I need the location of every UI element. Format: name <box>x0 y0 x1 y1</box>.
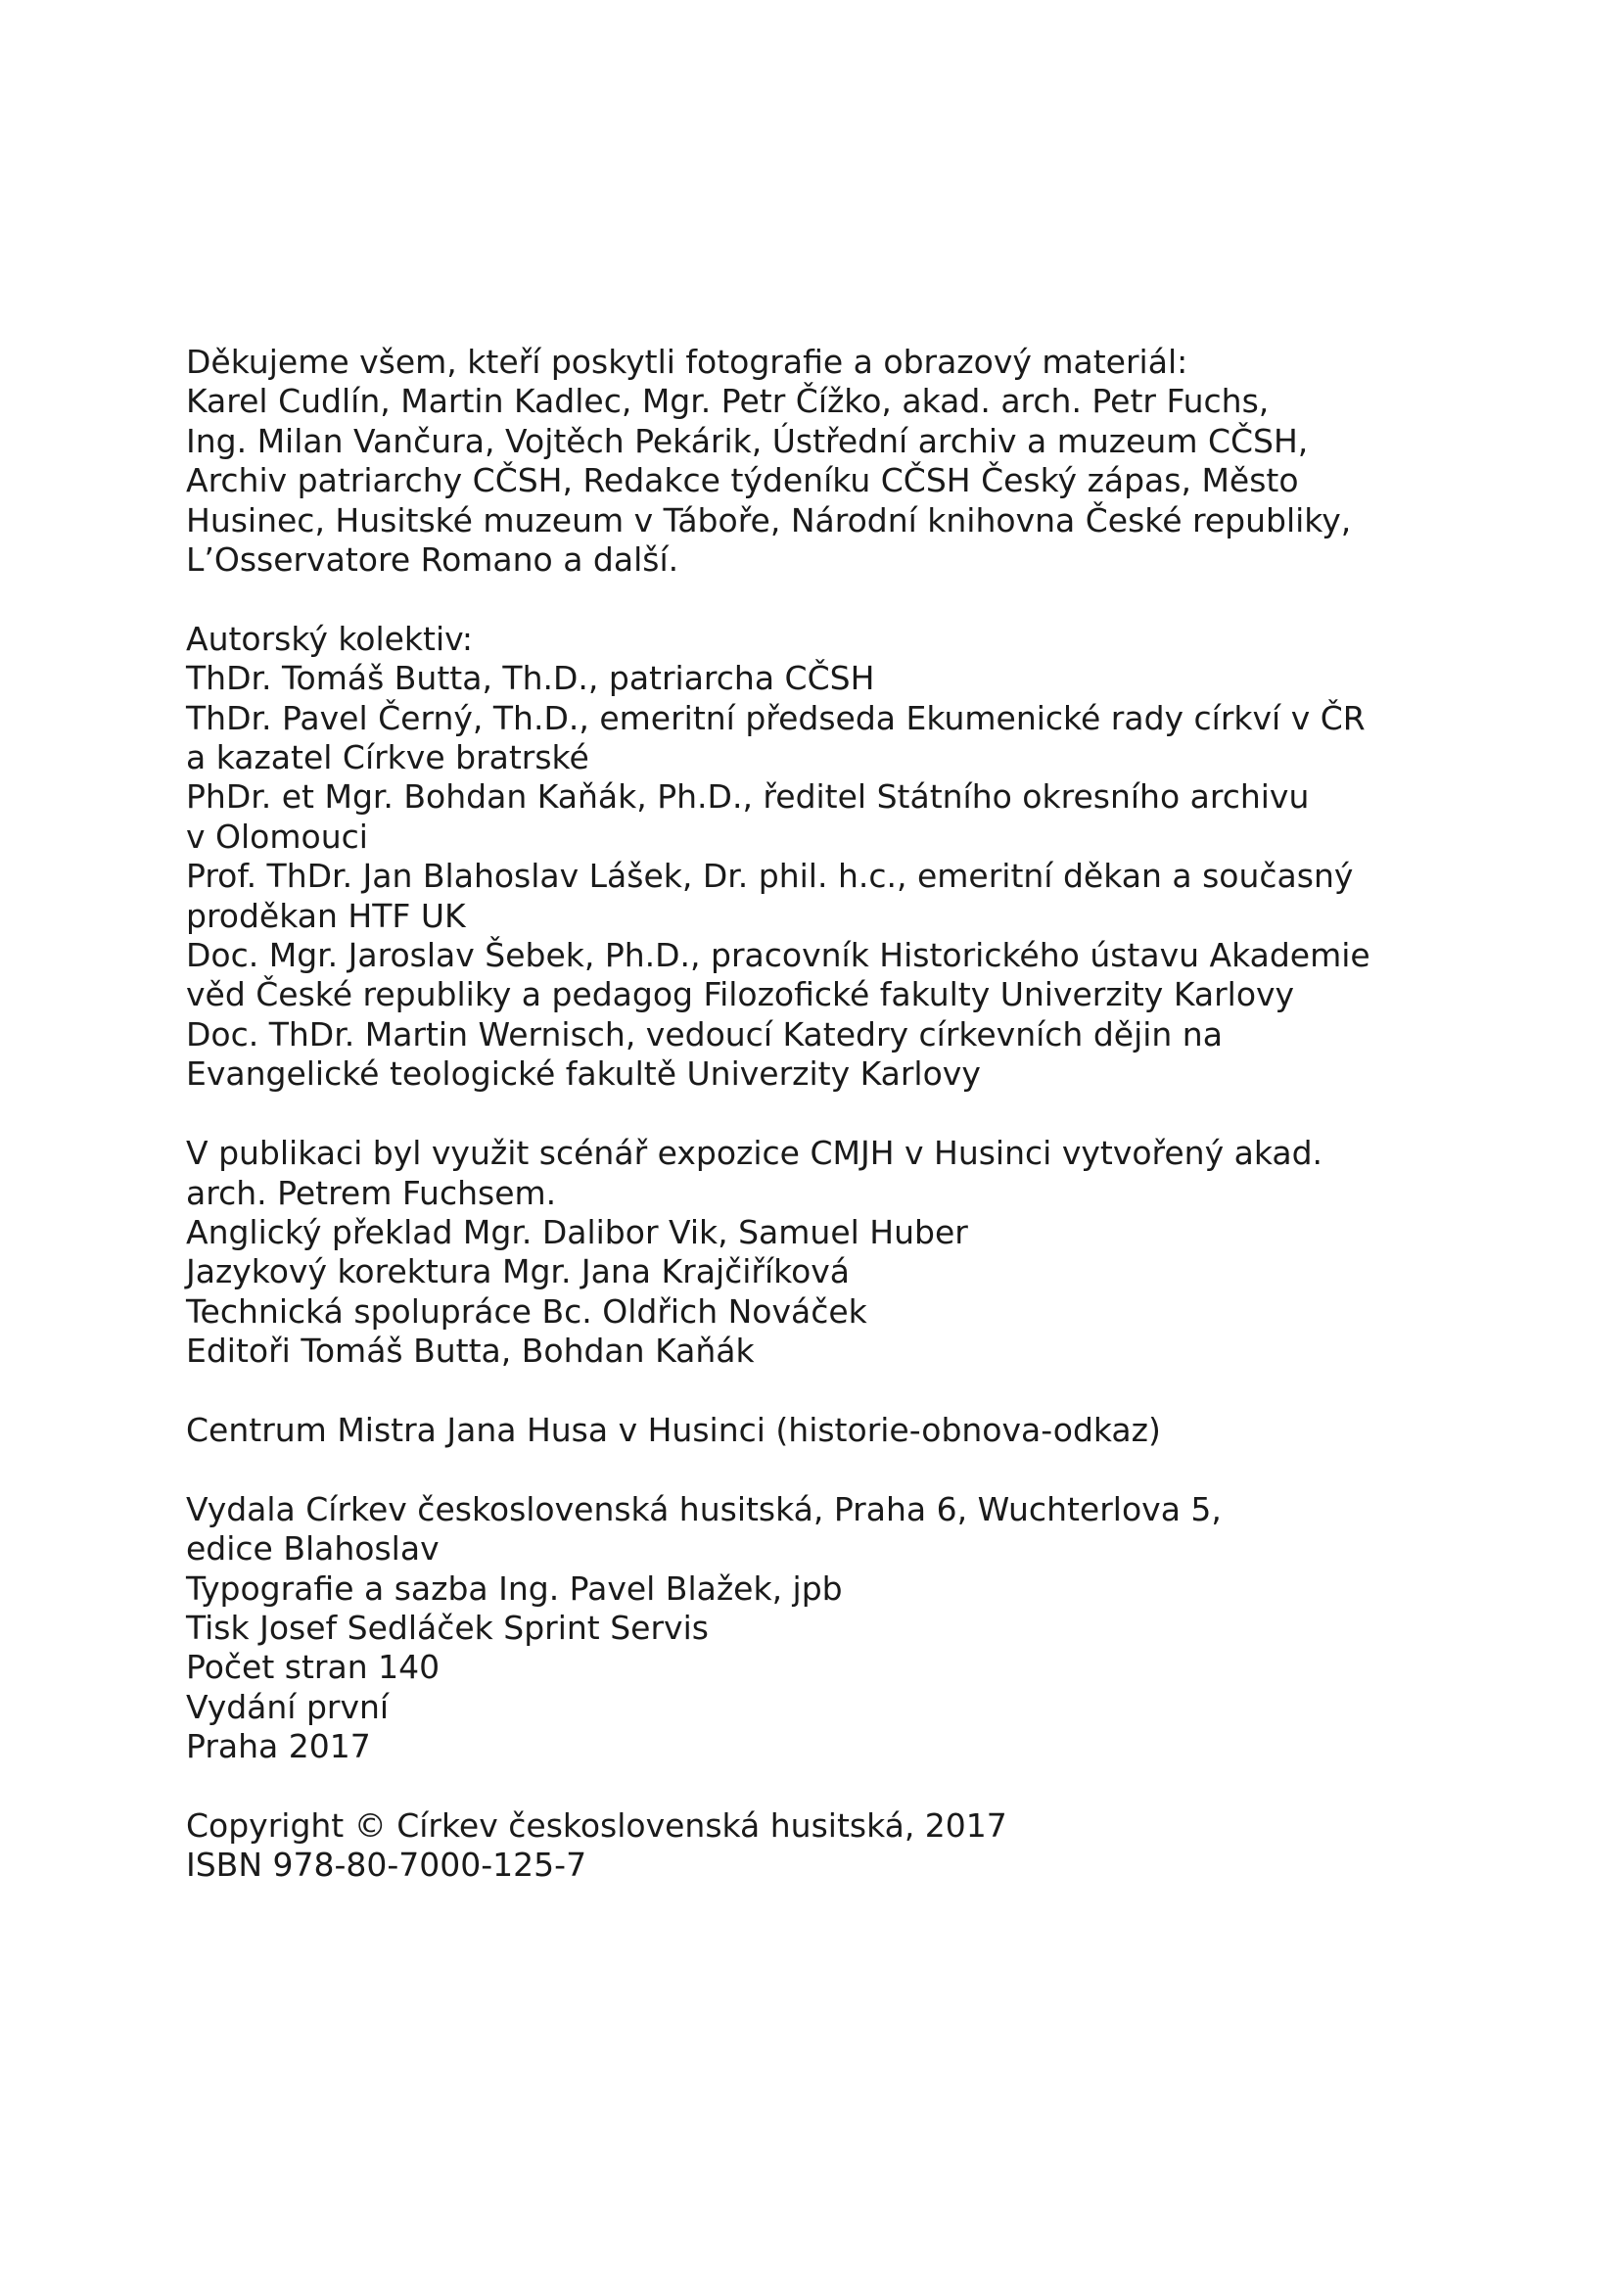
acknowledgements-section <box>186 343 1478 580</box>
credit-line: Editoři Tomáš Butta, Bohdan Kaňák <box>186 1332 755 1371</box>
author-line: Evangelické teologické fakultě Univerzity Karlovy <box>186 1054 981 1094</box>
publication-line: Vydání první <box>186 1687 390 1726</box>
credits-section <box>186 1134 1478 1371</box>
author-line: proděkan HTF UK <box>186 896 466 935</box>
author-line: věd České republiky a pedagog Filozofické fakulty Univerzity Karlovy <box>186 975 1295 1014</box>
author-line: v Olomouci <box>186 817 368 856</box>
colophon-text <box>186 343 1478 1925</box>
author-line: ThDr. Pavel Černý, Th.D., emeritní předseda Ekumenické rady církví v ČR <box>186 698 1366 737</box>
copyright-section <box>186 1806 1478 1886</box>
credit-line: V publikaci byl využit scénář expozice CMJH v Husinci vytvořený akad. <box>186 1134 1323 1173</box>
credit-line: Jazykový korektura Mgr. Jana Krajčiříková <box>186 1252 851 1291</box>
author-line: Doc. Mgr. Jaroslav Šebek, Ph.D., pracovník Historického ústavu Akademie <box>186 936 1370 975</box>
book-title: Centrum Mistra Jana Husa v Husinci (historie-obnova-odkaz) <box>186 1410 1161 1449</box>
author-line: PhDr. et Mgr. Bohdan Kaňák, Ph.D., ředitel Státního okresního archivu <box>186 777 1310 817</box>
author-line: Doc. ThDr. Martin Wernisch, vedoucí Katedry církevních dějin na <box>186 1014 1223 1053</box>
acknowledgements-line: Husinec, Husitské muzeum v Táboře, Národní knihovna České republiky, <box>186 500 1352 539</box>
publication-line: Praha 2017 <box>186 1727 371 1766</box>
publication-line: Vydala Církev československá husitská, Praha 6, Wuchterlova 5, <box>186 1489 1222 1528</box>
publication-line: Typografie a sazba Ing. Pavel Blažek, jpb <box>186 1568 843 1608</box>
authors-section <box>186 620 1478 1095</box>
credit-line: Technická spolupráce Bc. Oldřich Nováček <box>186 1291 867 1331</box>
acknowledgements-line: Ing. Milan Vančura, Vojtěch Pekárik, Ústřední archiv a muzeum CČSH, <box>186 421 1309 460</box>
credit-line: arch. Petrem Fuchsem. <box>186 1173 557 1212</box>
acknowledgements-line: L’Osservatore Romano a další. <box>186 540 679 580</box>
publication-line: Počet stran 140 <box>186 1648 441 1687</box>
publication-section <box>186 1490 1478 1767</box>
publication-line: Tisk Josef Sedláček Sprint Servis <box>186 1608 709 1647</box>
author-line: Prof. ThDr. Jan Blahoslav Lášek, Dr. phil. h.c., emeritní děkan a současný <box>186 857 1354 896</box>
acknowledgements-line: Archiv patriarchy CČSH, Redakce týdeníku CČSH Český zápas, Město <box>186 461 1299 500</box>
acknowledgements-line: Karel Cudlín, Martin Kadlec, Mgr. Petr Čížko, akad. arch. Petr Fuchs, <box>186 382 1270 421</box>
authors-heading: Autorský kolektiv: <box>186 619 473 658</box>
author-line: a kazatel Církve bratrské <box>186 738 589 777</box>
book-title-section <box>186 1411 1478 1450</box>
copyright-notice: Copyright © Církev československá husitská, 2017 <box>186 1805 1007 1845</box>
publication-line: edice Blahoslav <box>186 1529 440 1568</box>
acknowledgements-line: Děkujeme všem, kteří poskytli fotografie a obrazový materiál: <box>186 343 1188 381</box>
credit-line: Anglický překlad Mgr. Dalibor Vik, Samuel Huber <box>186 1212 968 1251</box>
isbn: ISBN 978-80-7000-125-7 <box>186 1846 587 1885</box>
author-line: ThDr. Tomáš Butta, Th.D., patriarcha CČSH <box>186 659 875 698</box>
